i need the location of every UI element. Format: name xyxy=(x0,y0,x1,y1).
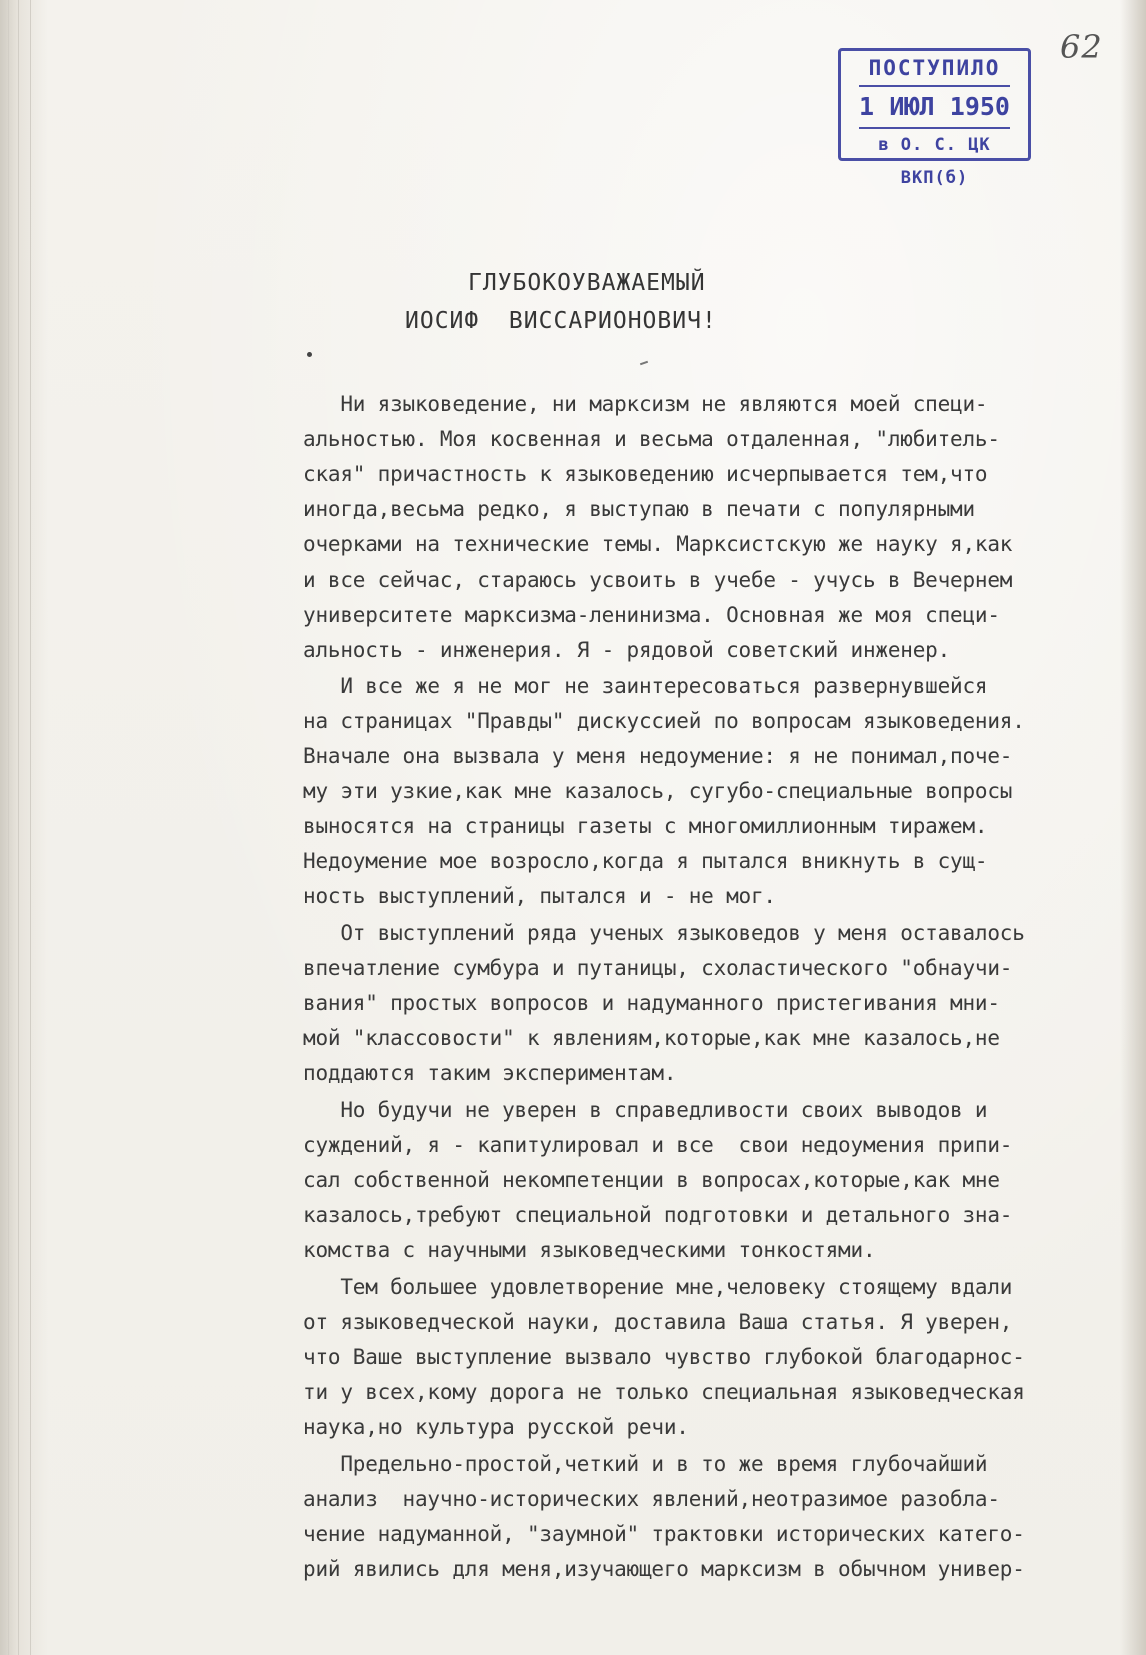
letter-line: чение надуманной, "заумной" трактовки исторических катего- xyxy=(303,1521,1025,1546)
letter-line: му эти узкие,как мне казалось, сугубо-специальные вопросы xyxy=(303,779,1013,804)
greeting-line-1: ГЛУБОКОУВАЖАЕМЫЙ xyxy=(468,270,706,296)
stamp-date xyxy=(859,87,1010,129)
letter-line: что Ваше выступление вызвало чувство глубокой благодарнос- xyxy=(303,1344,1025,1369)
letter-line: иногда,весьма редко, я выступаю в печати с популярными xyxy=(303,497,975,522)
stamp-day: 1 xyxy=(859,92,875,121)
letter-line: рий явились для меня,изучающего марксизм в обычном универ- xyxy=(303,1556,1025,1581)
letter-line: альностью. Моя косвенная и весьма отдаленная, "любитель- xyxy=(303,427,1000,452)
paper-edge-line xyxy=(18,0,19,1655)
ink-dot xyxy=(307,352,312,357)
letter-line: Тем большее удовлетворение мне,человеку стоящему вдали xyxy=(303,1274,1013,1299)
letter-line: Ни языковедение, ни марксизм не являются моей специ- xyxy=(303,392,988,416)
letter-line: И все же я не мог не заинтересоваться развернувшейся xyxy=(303,673,988,698)
letter-line: Предельно-простой,четкий и в то же время глубочайший xyxy=(303,1451,988,1476)
letter-line: альность - инженерия. Я - рядовой советский инженер. xyxy=(303,637,951,662)
letter-line: очерками на технические темы. Марксистскую же науку я,как xyxy=(303,532,1013,557)
letter-line: ти у всех,кому дорога не только специальная языковедческая xyxy=(303,1379,1025,1404)
letter-line: на страницах "Правды" дискуссией по вопросам языковедения. xyxy=(303,708,1025,733)
letter-line: казалось,требуют специальной подготовки и детального зна- xyxy=(303,1202,1013,1227)
letter-line: наука,но культура русской речи. xyxy=(303,1414,689,1439)
letter-line: поддаются таким экспериментам. xyxy=(303,1060,677,1085)
paper-edge-line xyxy=(30,0,31,1655)
stamp-org: в О. С. ЦК ВКП(б) xyxy=(878,135,991,188)
page-number: 62 xyxy=(1060,28,1103,66)
letter-line: от языковедческой науки, доставила Ваша статья. Я уверен, xyxy=(303,1309,1013,1334)
letter-line: Вначале она вызвала у меня недоумение: я не понимал,поче- xyxy=(303,744,1013,768)
letter-line: суждений, я - капитулировал и все свои недоумения припи- xyxy=(303,1132,1013,1157)
letter-line: От выступлений ряда ученых языковедов у меня оставалось xyxy=(303,920,1025,945)
letter-line: Недоумение мое возросло,когда я пытался вникнуть в сущ- xyxy=(303,849,988,874)
letter-line: вания" простых вопросов и надуманного пристегивания мни- xyxy=(303,990,1000,1015)
letter-line: сал собственной некомпетенции в вопросах,которые,как мне xyxy=(303,1167,1000,1192)
letter-line: ская" причастность к языковедению исчерпывается тем,что xyxy=(303,462,988,487)
stamp-title: ПОСТУПИЛО xyxy=(859,51,1010,87)
letter-line: выносятся на страницы газеты с многомиллионным тиражем. xyxy=(303,814,988,839)
stamp-month: ИЮЛ xyxy=(889,92,935,121)
stamp-year: 1950 xyxy=(949,92,1010,121)
paper-edge-line xyxy=(8,0,9,1655)
received-stamp xyxy=(838,48,1031,188)
paper-edge-right xyxy=(1120,0,1146,1655)
letter-line: впечатление сумбура и путаницы, схоластического "обнаучи- xyxy=(303,955,1013,980)
letter-line: университете марксизма-ленинизма. Основная же моя специ- xyxy=(303,602,1000,627)
letter-line: мой "классовости" к явлениям,которые,как мне казалось,не xyxy=(303,1025,1000,1050)
letter-line: комства с научными языковедческими тонкостями. xyxy=(303,1237,876,1262)
letter-line: Но будучи не уверен в справедливости своих выводов и xyxy=(303,1097,988,1122)
letter-line: ность выступлений, пытался и - не мог. xyxy=(303,884,776,909)
ink-mark xyxy=(640,361,648,366)
letter-line: и все сейчас, стараюсь усвоить в учебе - учусь в Вечернем xyxy=(303,567,1013,592)
greeting-line-2: ИОСИФ ВИССАРИОНОВИЧ! xyxy=(405,308,717,334)
letter-line: анализ научно-исторических явлений,неотразимое разобла- xyxy=(303,1486,1000,1511)
